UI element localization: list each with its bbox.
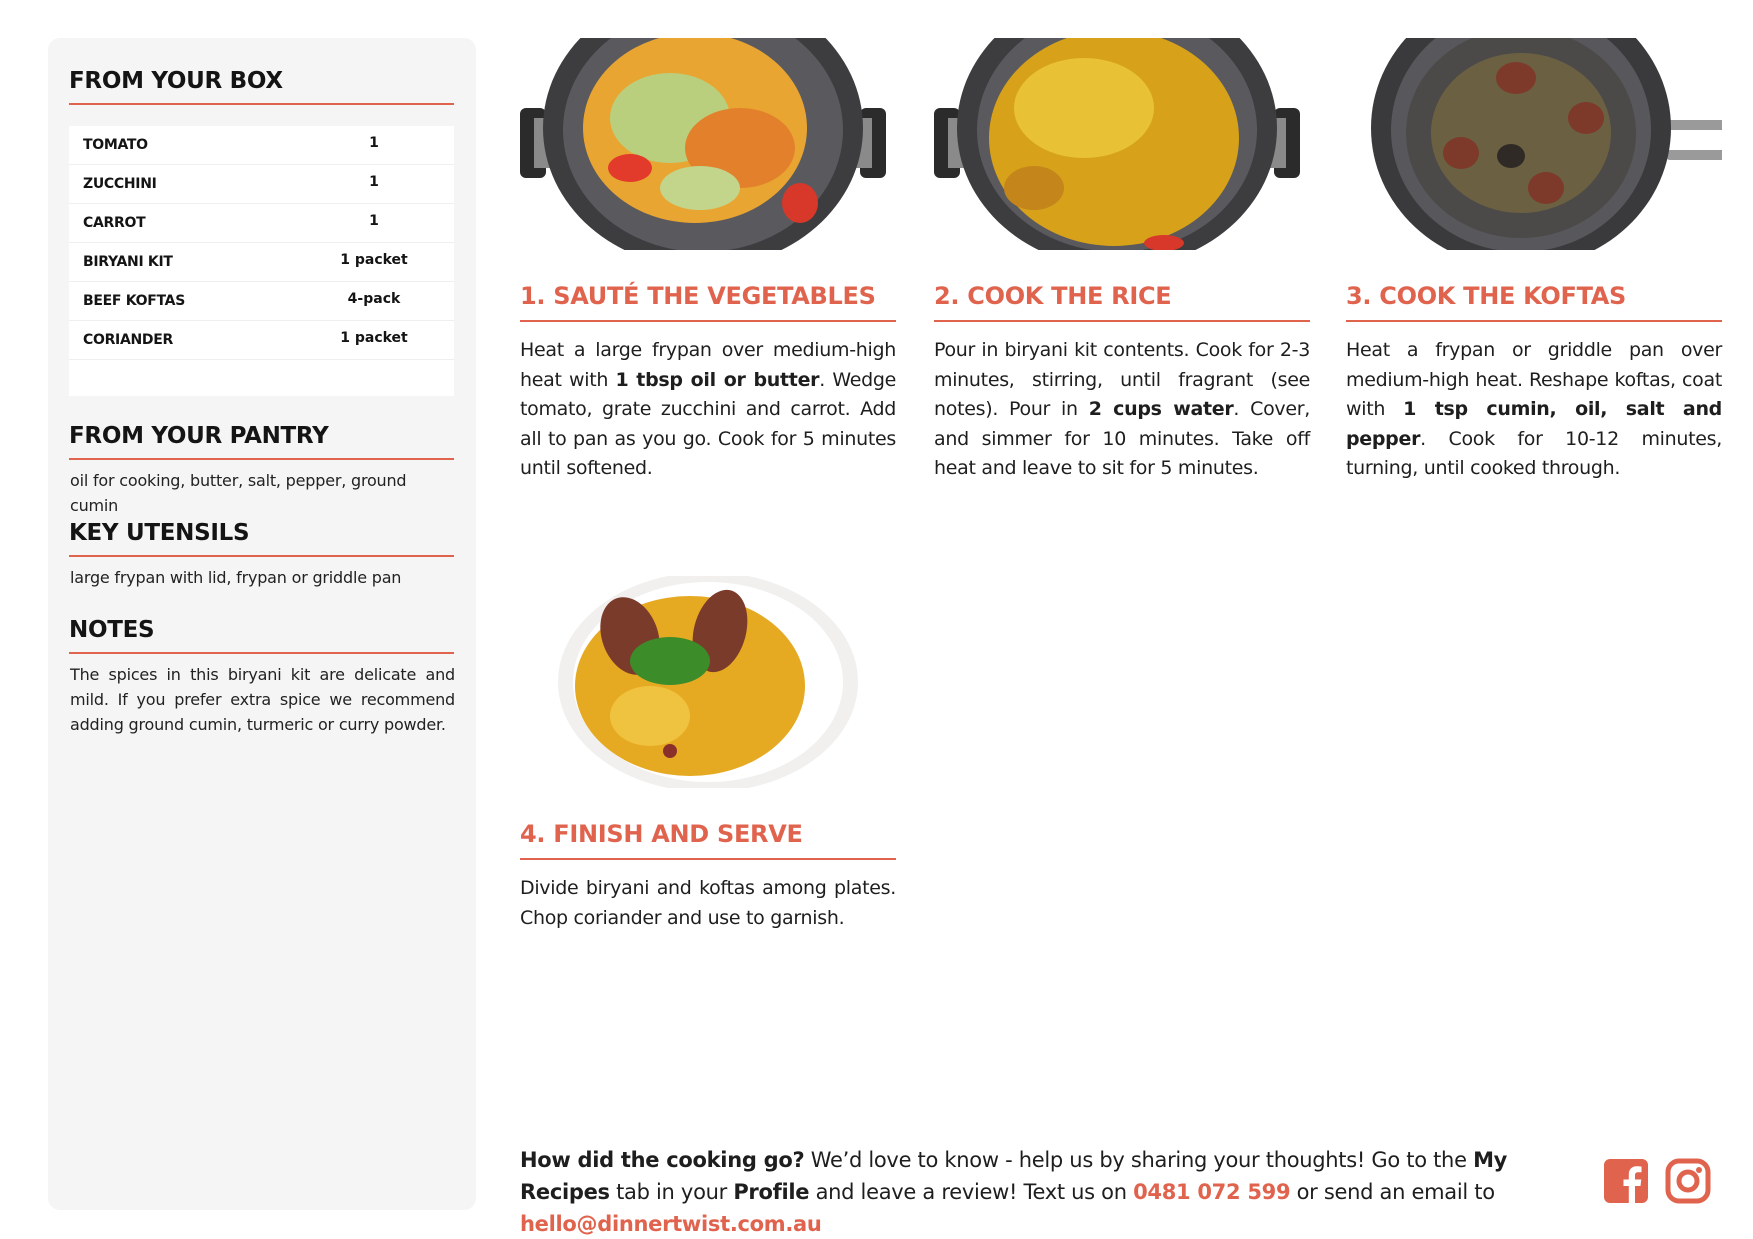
profile-link[interactable]: Profile: [733, 1180, 810, 1204]
phone-link[interactable]: 0481 072 599: [1133, 1180, 1291, 1204]
section-divider: [69, 103, 454, 105]
step-1-photo: [520, 38, 896, 250]
step-4-title: 4. FINISH AND SERVE: [520, 820, 803, 848]
ingredient-name: TOMATO: [83, 137, 148, 153]
feedback-footer: How did the cooking go? We’d love to know - help us by sharing your thoughts! Go to the My Recipes tab in your Profile and leave a review! Text us on 0481 072 599 or send an email to hello@dinnertwist.com.au: [520, 1148, 1508, 1236]
step-2: [934, 38, 1310, 479]
step-3: [1346, 38, 1722, 479]
step-4-text: Divide biryani and koftas among plates. Chop coriander and use to garnish.: [520, 877, 896, 929]
from-your-box-title: FROM YOUR BOX: [69, 68, 283, 94]
ingredient-row: [69, 321, 454, 360]
section-divider: [69, 652, 454, 654]
facebook-icon[interactable]: [1602, 1157, 1650, 1205]
ingredient-qty: 1: [369, 213, 379, 229]
step-3-title: 3. COOK THE KOFTAS: [1346, 282, 1627, 310]
pantry-text: oil for cooking, butter, salt, pepper, ground cumin: [70, 471, 407, 515]
section-divider: [69, 555, 454, 557]
ingredient-qty: 1: [369, 174, 379, 190]
feedback-question: How did the cooking go?: [520, 1148, 805, 1172]
step-3-photo: [1346, 38, 1722, 250]
email-link[interactable]: hello@dinnertwist.com.au: [520, 1212, 822, 1236]
ingredient-qty: 4-pack: [347, 291, 401, 307]
step-3-text: Heat a frypan or griddle pan over medium-high heat. Reshape koftas, coat with 1 tsp cumin, oil, salt and pepper. Cook for 10-12 minutes, turning, until cooked through.: [1346, 339, 1722, 479]
step-2-divider: [934, 320, 1310, 322]
utensils-text: large frypan with lid, frypan or griddle pan: [70, 568, 402, 587]
ingredient-row: [69, 126, 454, 165]
key-utensils-title: KEY UTENSILS: [69, 520, 250, 546]
ingredient-name: CORIANDER: [83, 332, 173, 348]
ingredient-row: [69, 282, 454, 321]
step-4-divider: [520, 858, 896, 860]
step-2-title: 2. COOK THE RICE: [934, 282, 1172, 310]
step-4: [520, 576, 896, 956]
step-2-photo: [934, 38, 1310, 250]
step-1: [520, 38, 897, 479]
ingredient-qty: 1: [369, 135, 379, 151]
my-recipes-link[interactable]: My Recipes: [520, 1148, 1508, 1204]
ingredient-qty: 1 packet: [340, 330, 408, 346]
ingredient-row: [69, 204, 454, 243]
ingredients-sidebar: [48, 38, 476, 1210]
ingredient-qty: 1 packet: [340, 252, 408, 268]
ingredient-name: BEEF KOFTAS: [83, 293, 186, 309]
section-divider: [69, 458, 454, 460]
ingredient-name: ZUCCHINI: [83, 176, 157, 192]
ingredient-name: BIRYANI KIT: [83, 254, 173, 270]
step-1-title: 1. SAUTÉ THE VEGETABLES: [520, 282, 876, 310]
step-4-photo: [520, 576, 896, 788]
notes-title: NOTES: [69, 617, 155, 643]
box-ingredients-table: [69, 126, 454, 396]
notes-text: The spices in this biryani kit are delicate and mild. If you prefer extra spice we recommend adding ground cumin, turmeric or curry powder.: [70, 665, 455, 734]
from-your-pantry-title: FROM YOUR PANTRY: [69, 423, 329, 449]
ingredient-row: [69, 165, 454, 204]
ingredient-name: CARROT: [83, 215, 146, 231]
instagram-icon[interactable]: [1664, 1157, 1712, 1205]
step-3-divider: [1346, 320, 1722, 322]
step-1-divider: [520, 320, 896, 322]
ingredient-row: [69, 243, 454, 282]
step-2-text: Pour in biryani kit contents. Cook for 2-3 minutes, stirring, until fragrant (see notes). Pour in 2 cups water. Cover, and simmer for 10 minutes. Take off heat and leave to sit for 5 minutes.: [934, 339, 1310, 479]
step-1-text: Heat a large frypan over medium-high heat with 1 tbsp oil or butter. Wedge tomato, grate zucchini and carrot. Add all to pan as you go. Cook for 5 minutes until softened.: [520, 339, 897, 479]
